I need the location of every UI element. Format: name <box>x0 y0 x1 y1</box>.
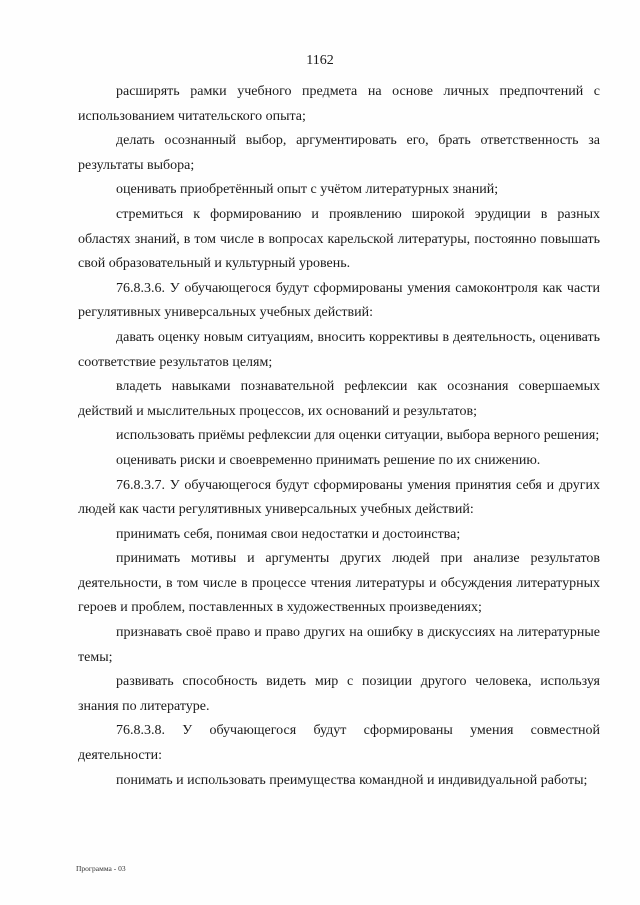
paragraph: давать оценку новым ситуациям, вносить коррективы в деятельность, оценивать соответствие результатов целям; <box>78 329 600 370</box>
paragraph: использовать приёмы рефлексии для оценки ситуации, выбора верного решения; <box>116 428 600 444</box>
paragraph: оценивать приобретённый опыт с учётом литературных знаний; <box>116 182 499 198</box>
body-text <box>78 80 600 793</box>
section-heading-paragraph: 76.8.3.8. У обучающегося будут сформированы умения совместной деятельности: <box>78 723 600 764</box>
paragraph: владеть навыками познавательной рефлексии как осознания совершаемых действий и мыслительных процессов, их оснований и результатов; <box>78 379 600 419</box>
paragraph: оценивать риски и своевременно принимать решение по их снижению. <box>116 452 541 468</box>
paragraph: понимать и использовать преимущества командной и индивидуальной работы; <box>116 772 588 788</box>
paragraph: признавать своё право и право других на ошибку в дискуссиях на литературные темы; <box>78 625 600 665</box>
paragraph: принимать мотивы и аргументы других людей при анализе результатов деятельности, в том числе в процессе чтения литературы и обсуждения литературных героев и проблем, поставленных в художественных произведениях; <box>78 551 600 616</box>
section-heading-paragraph: 76.8.3.6. У обучающегося будут сформированы умения самоконтроля как части регулятивных универсальных учебных действий: <box>78 280 600 321</box>
footer-note: Программа - 03 <box>76 864 126 873</box>
paragraph: стремиться к формированию и проявлению широкой эрудиции в разных областях знаний, в том числе в вопросах карельской литературы, постоянно повышать свой образовательный и культурный уровень. <box>78 206 600 272</box>
paragraph: расширять рамки учебного предмета на основе личных предпочтений с использованием читательского опыта; <box>78 84 600 124</box>
paragraph: развивать способность видеть мир с позиции другого человека, используя знания по литературе. <box>78 674 600 714</box>
section-heading-paragraph: 76.8.3.7. У обучающегося будут сформированы умения принятия себя и других людей как части регулятивных универсальных учебных действий: <box>78 477 600 518</box>
paragraph: делать осознанный выбор, аргументировать его, брать ответственность за результаты выбора; <box>78 133 600 173</box>
paragraph: принимать себя, понимая свои недостатки и достоинства; <box>116 526 461 542</box>
page-number: 1162 <box>306 53 334 68</box>
